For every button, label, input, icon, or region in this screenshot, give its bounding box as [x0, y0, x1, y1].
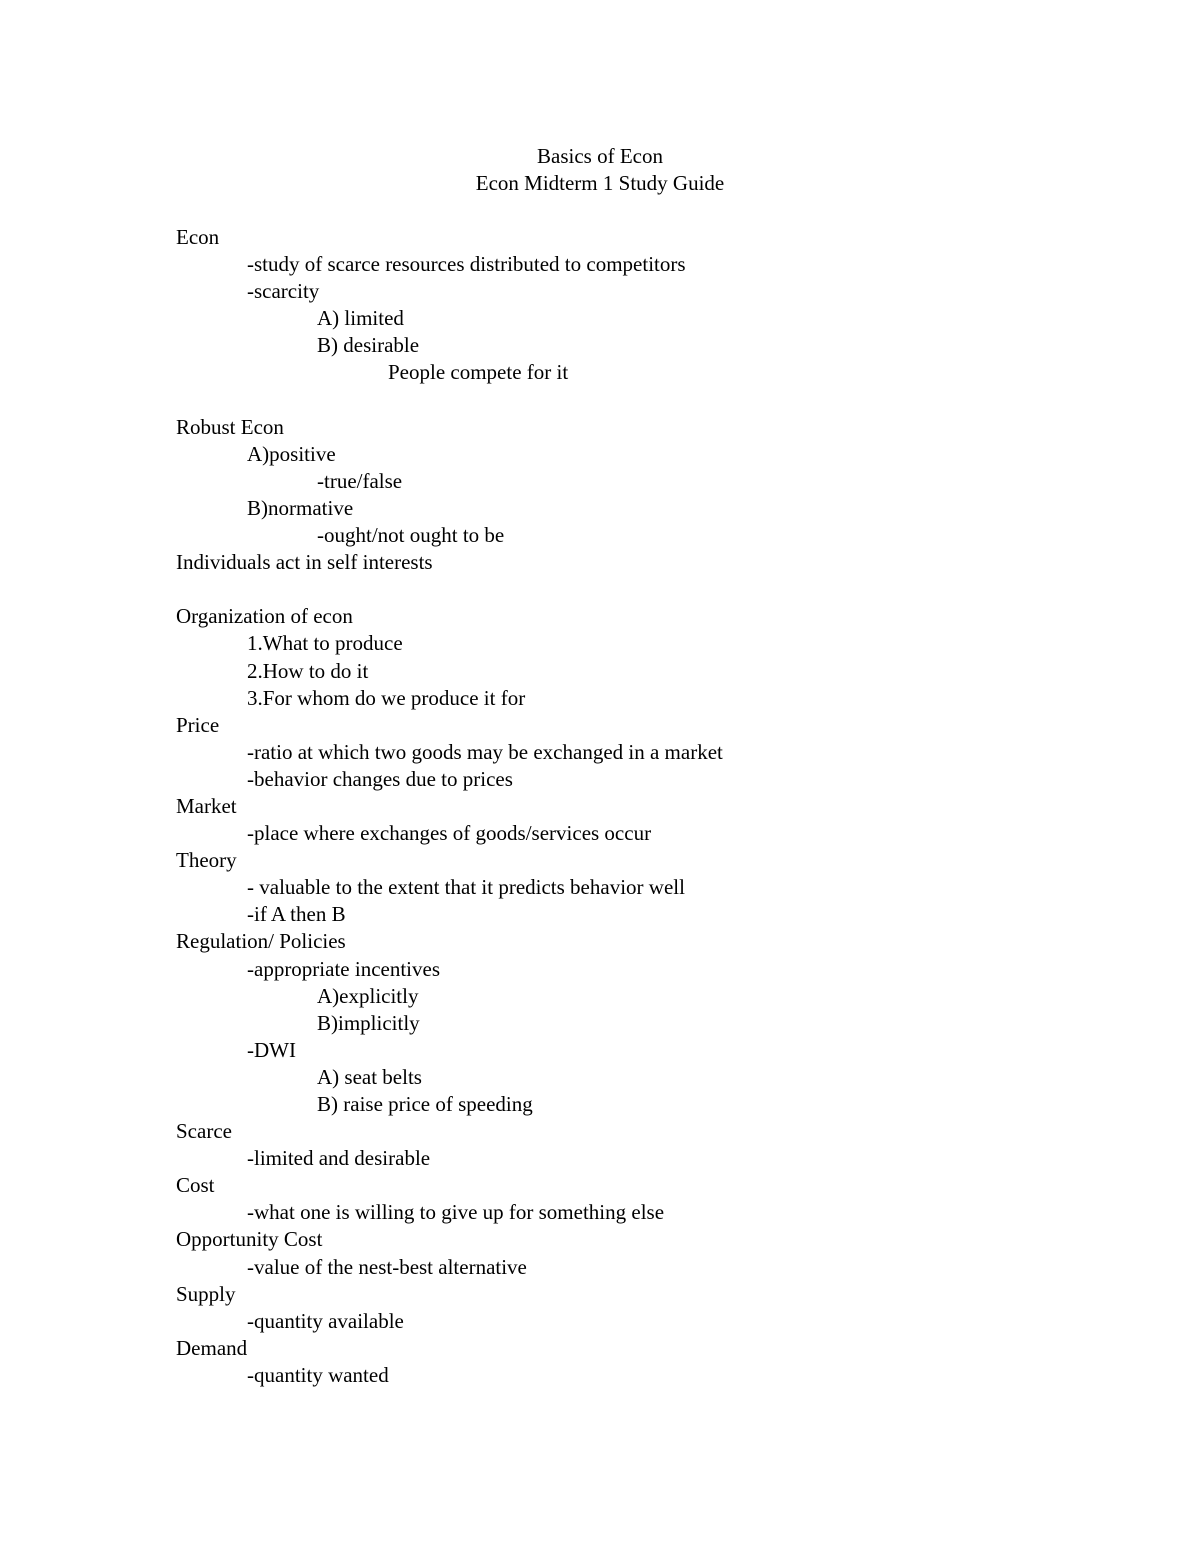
- outline-item: A) limited: [317, 306, 404, 331]
- outline-item: B)implicitly: [317, 1010, 420, 1035]
- outline-item: 1.What to produce: [247, 631, 403, 656]
- outline-item: 2.How to do it: [247, 658, 369, 683]
- outline-item: A)explicitly: [317, 983, 419, 1008]
- outline-item: -true/false: [317, 468, 403, 493]
- outline-item: A)positive: [247, 441, 336, 466]
- outline-item: -ratio at which two goods may be exchanged in a market: [247, 739, 723, 764]
- outline-item: -quantity available: [247, 1308, 404, 1333]
- outline-heading: Price: [176, 712, 220, 737]
- outline-item: B) desirable: [317, 333, 420, 358]
- outline-heading: Cost: [176, 1173, 215, 1198]
- outline-item: -value of the nest-best alternative: [247, 1254, 527, 1279]
- outline-item: -appropriate incentives: [247, 956, 440, 981]
- outline-heading: Market: [176, 793, 237, 818]
- outline-heading: Supply: [176, 1281, 236, 1306]
- outline-item: -behavior changes due to prices: [247, 766, 513, 791]
- outline-item: -quantity wanted: [247, 1362, 389, 1387]
- outline-heading: Opportunity Cost: [176, 1227, 323, 1252]
- outline-item: -scarcity: [247, 279, 320, 304]
- outline-item: People compete for it: [388, 360, 569, 385]
- study-guide-outline: [176, 224, 1156, 1389]
- outline-item: 3.For whom do we produce it for: [247, 685, 526, 710]
- outline-heading: Robust Econ: [176, 414, 284, 439]
- outline-heading: Demand: [176, 1335, 248, 1360]
- outline-heading: Organization of econ: [176, 604, 353, 629]
- outline-item: A) seat belts: [317, 1064, 422, 1089]
- outline-heading: Individuals act in self interests: [176, 550, 433, 575]
- blank-line: [176, 387, 1156, 414]
- outline-item: -study of scarce resources distributed to competitors: [247, 252, 686, 277]
- outline-item: -limited and desirable: [247, 1146, 431, 1171]
- document-title: Basics of Econ: [537, 144, 663, 168]
- outline-heading: Theory: [176, 848, 237, 873]
- outline-item: -place where exchanges of goods/services occur: [247, 821, 652, 846]
- outline-item: -if A then B: [247, 902, 346, 927]
- outline-item: B)normative: [247, 495, 354, 520]
- document-subtitle: Econ Midterm 1 Study Guide: [475, 171, 725, 195]
- outline-item: - valuable to the extent that it predicts behavior well: [247, 875, 685, 900]
- outline-item: -what one is willing to give up for something else: [247, 1200, 665, 1225]
- outline-heading: Econ: [176, 225, 220, 249]
- blank-line: [176, 576, 1156, 603]
- outline-item: -ought/not ought to be: [317, 523, 505, 548]
- outline-heading: Scarce: [176, 1119, 232, 1144]
- outline-item: B) raise price of speeding: [317, 1092, 533, 1116]
- outline-heading: Regulation/ Policies: [176, 929, 346, 954]
- outline-item: -DWI: [247, 1037, 296, 1062]
